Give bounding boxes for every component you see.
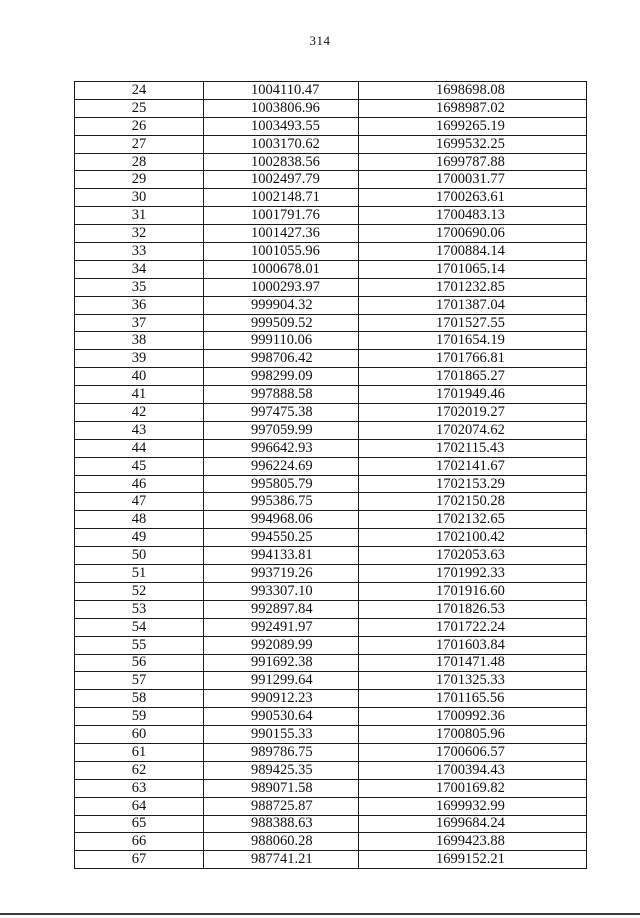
table-row xyxy=(75,797,587,815)
y-coordinate-cell: 1701654.19 xyxy=(359,332,587,350)
x-coordinate-cell: 996224.69 xyxy=(204,457,359,475)
point-number-cell: 65 xyxy=(75,815,204,833)
table-row xyxy=(75,260,587,278)
x-coordinate-cell: 990912.23 xyxy=(204,690,359,708)
x-coordinate-cell: 993719.26 xyxy=(204,565,359,583)
table-row xyxy=(75,314,587,332)
point-number-cell: 62 xyxy=(75,761,204,779)
coordinate-table-body xyxy=(75,82,587,869)
point-number-cell: 44 xyxy=(75,439,204,457)
page-bottom-edge xyxy=(0,913,640,915)
x-coordinate-cell: 1003170.62 xyxy=(204,135,359,153)
point-number-cell: 42 xyxy=(75,404,204,422)
table-row xyxy=(75,743,587,761)
table-row xyxy=(75,439,587,457)
x-coordinate-cell: 988060.28 xyxy=(204,833,359,851)
table-row xyxy=(75,296,587,314)
table-row xyxy=(75,278,587,296)
y-coordinate-cell: 1700263.61 xyxy=(359,189,587,207)
table-row xyxy=(75,457,587,475)
point-number-cell: 53 xyxy=(75,600,204,618)
point-number-cell: 31 xyxy=(75,207,204,225)
point-number-cell: 43 xyxy=(75,421,204,439)
y-coordinate-cell: 1699932.99 xyxy=(359,797,587,815)
y-coordinate-cell: 1701949.46 xyxy=(359,386,587,404)
y-coordinate-cell: 1702053.63 xyxy=(359,547,587,565)
table-row xyxy=(75,511,587,529)
x-coordinate-cell: 999509.52 xyxy=(204,314,359,332)
table-row xyxy=(75,135,587,153)
x-coordinate-cell: 991299.64 xyxy=(204,672,359,690)
point-number-cell: 46 xyxy=(75,475,204,493)
point-number-cell: 28 xyxy=(75,153,204,171)
y-coordinate-cell: 1700394.43 xyxy=(359,761,587,779)
table-row xyxy=(75,421,587,439)
y-coordinate-cell: 1702074.62 xyxy=(359,421,587,439)
y-coordinate-cell: 1701232.85 xyxy=(359,278,587,296)
y-coordinate-cell: 1699532.25 xyxy=(359,135,587,153)
table-row xyxy=(75,761,587,779)
y-coordinate-cell: 1702150.28 xyxy=(359,493,587,511)
x-coordinate-cell: 992897.84 xyxy=(204,600,359,618)
x-coordinate-cell: 1002497.79 xyxy=(204,171,359,189)
y-coordinate-cell: 1700031.77 xyxy=(359,171,587,189)
x-coordinate-cell: 995805.79 xyxy=(204,475,359,493)
y-coordinate-cell: 1699684.24 xyxy=(359,815,587,833)
x-coordinate-cell: 1001427.36 xyxy=(204,225,359,243)
point-number-cell: 35 xyxy=(75,278,204,296)
point-number-cell: 66 xyxy=(75,833,204,851)
y-coordinate-cell: 1701992.33 xyxy=(359,565,587,583)
x-coordinate-cell: 990155.33 xyxy=(204,726,359,744)
y-coordinate-cell: 1698698.08 xyxy=(359,82,587,100)
y-coordinate-cell: 1700169.82 xyxy=(359,779,587,797)
point-number-cell: 29 xyxy=(75,171,204,189)
table-row xyxy=(75,654,587,672)
table-row xyxy=(75,117,587,135)
x-coordinate-cell: 999904.32 xyxy=(204,296,359,314)
x-coordinate-cell: 1002148.71 xyxy=(204,189,359,207)
table-row xyxy=(75,404,587,422)
point-number-cell: 47 xyxy=(75,493,204,511)
y-coordinate-cell: 1701722.24 xyxy=(359,618,587,636)
y-coordinate-cell: 1701603.84 xyxy=(359,636,587,654)
point-number-cell: 39 xyxy=(75,350,204,368)
y-coordinate-cell: 1699423.88 xyxy=(359,833,587,851)
point-number-cell: 36 xyxy=(75,296,204,314)
x-coordinate-cell: 994968.06 xyxy=(204,511,359,529)
y-coordinate-cell: 1701387.04 xyxy=(359,296,587,314)
point-number-cell: 38 xyxy=(75,332,204,350)
table-row xyxy=(75,833,587,851)
y-coordinate-cell: 1701325.33 xyxy=(359,672,587,690)
y-coordinate-cell: 1702141.67 xyxy=(359,457,587,475)
coordinate-table xyxy=(74,81,587,869)
point-number-cell: 63 xyxy=(75,779,204,797)
y-coordinate-cell: 1702115.43 xyxy=(359,439,587,457)
x-coordinate-cell: 997059.99 xyxy=(204,421,359,439)
point-number-cell: 67 xyxy=(75,851,204,869)
table-row xyxy=(75,815,587,833)
x-coordinate-cell: 1002838.56 xyxy=(204,153,359,171)
point-number-cell: 56 xyxy=(75,654,204,672)
x-coordinate-cell: 1001055.96 xyxy=(204,243,359,261)
x-coordinate-cell: 998299.09 xyxy=(204,368,359,386)
table-row xyxy=(75,207,587,225)
point-number-cell: 55 xyxy=(75,636,204,654)
table-row xyxy=(75,99,587,117)
y-coordinate-cell: 1702019.27 xyxy=(359,404,587,422)
y-coordinate-cell: 1700483.13 xyxy=(359,207,587,225)
point-number-cell: 32 xyxy=(75,225,204,243)
point-number-cell: 59 xyxy=(75,708,204,726)
point-number-cell: 41 xyxy=(75,386,204,404)
point-number-cell: 58 xyxy=(75,690,204,708)
table-row xyxy=(75,726,587,744)
table-row xyxy=(75,600,587,618)
x-coordinate-cell: 989786.75 xyxy=(204,743,359,761)
table-row xyxy=(75,779,587,797)
y-coordinate-cell: 1700805.96 xyxy=(359,726,587,744)
x-coordinate-cell: 995386.75 xyxy=(204,493,359,511)
point-number-cell: 61 xyxy=(75,743,204,761)
y-coordinate-cell: 1701065.14 xyxy=(359,260,587,278)
x-coordinate-cell: 997475.38 xyxy=(204,404,359,422)
x-coordinate-cell: 1003493.55 xyxy=(204,117,359,135)
table-row xyxy=(75,618,587,636)
x-coordinate-cell: 1000293.97 xyxy=(204,278,359,296)
table-row xyxy=(75,243,587,261)
y-coordinate-cell: 1702132.65 xyxy=(359,511,587,529)
x-coordinate-cell: 1003806.96 xyxy=(204,99,359,117)
y-coordinate-cell: 1700884.14 xyxy=(359,243,587,261)
table-row xyxy=(75,672,587,690)
point-number-cell: 50 xyxy=(75,547,204,565)
y-coordinate-cell: 1701766.81 xyxy=(359,350,587,368)
y-coordinate-cell: 1699152.21 xyxy=(359,851,587,869)
y-coordinate-cell: 1702153.29 xyxy=(359,475,587,493)
x-coordinate-cell: 993307.10 xyxy=(204,582,359,600)
y-coordinate-cell: 1701471.48 xyxy=(359,654,587,672)
x-coordinate-cell: 1001791.76 xyxy=(204,207,359,225)
y-coordinate-cell: 1700606.57 xyxy=(359,743,587,761)
table-row xyxy=(75,493,587,511)
y-coordinate-cell: 1701165.56 xyxy=(359,690,587,708)
x-coordinate-cell: 992089.99 xyxy=(204,636,359,654)
table-row xyxy=(75,565,587,583)
point-number-cell: 60 xyxy=(75,726,204,744)
point-number-cell: 25 xyxy=(75,99,204,117)
y-coordinate-cell: 1701865.27 xyxy=(359,368,587,386)
point-number-cell: 51 xyxy=(75,565,204,583)
x-coordinate-cell: 994550.25 xyxy=(204,529,359,547)
y-coordinate-cell: 1702100.42 xyxy=(359,529,587,547)
point-number-cell: 26 xyxy=(75,117,204,135)
x-coordinate-cell: 1004110.47 xyxy=(204,82,359,100)
point-number-cell: 54 xyxy=(75,618,204,636)
y-coordinate-cell: 1700992.36 xyxy=(359,708,587,726)
x-coordinate-cell: 1000678.01 xyxy=(204,260,359,278)
table-row xyxy=(75,529,587,547)
point-number-cell: 37 xyxy=(75,314,204,332)
y-coordinate-cell: 1700690.06 xyxy=(359,225,587,243)
point-number-cell: 33 xyxy=(75,243,204,261)
x-coordinate-cell: 999110.06 xyxy=(204,332,359,350)
table-row xyxy=(75,386,587,404)
y-coordinate-cell: 1699265.19 xyxy=(359,117,587,135)
table-row xyxy=(75,708,587,726)
x-coordinate-cell: 994133.81 xyxy=(204,547,359,565)
x-coordinate-cell: 991692.38 xyxy=(204,654,359,672)
x-coordinate-cell: 997888.58 xyxy=(204,386,359,404)
point-number-cell: 27 xyxy=(75,135,204,153)
table-row xyxy=(75,851,587,869)
x-coordinate-cell: 988725.87 xyxy=(204,797,359,815)
table-row xyxy=(75,332,587,350)
point-number-cell: 45 xyxy=(75,457,204,475)
y-coordinate-cell: 1701527.55 xyxy=(359,314,587,332)
page-number: 314 xyxy=(309,33,331,48)
table-row xyxy=(75,547,587,565)
table-row xyxy=(75,475,587,493)
point-number-cell: 48 xyxy=(75,511,204,529)
x-coordinate-cell: 989425.35 xyxy=(204,761,359,779)
point-number-cell: 40 xyxy=(75,368,204,386)
table-row xyxy=(75,350,587,368)
table-row xyxy=(75,368,587,386)
x-coordinate-cell: 998706.42 xyxy=(204,350,359,368)
point-number-cell: 52 xyxy=(75,582,204,600)
table-row xyxy=(75,82,587,100)
x-coordinate-cell: 992491.97 xyxy=(204,618,359,636)
point-number-cell: 64 xyxy=(75,797,204,815)
x-coordinate-cell: 996642.93 xyxy=(204,439,359,457)
table-row xyxy=(75,582,587,600)
point-number-cell: 57 xyxy=(75,672,204,690)
x-coordinate-cell: 988388.63 xyxy=(204,815,359,833)
point-number-cell: 30 xyxy=(75,189,204,207)
point-number-cell: 24 xyxy=(75,82,204,100)
table-row xyxy=(75,690,587,708)
y-coordinate-cell: 1699787.88 xyxy=(359,153,587,171)
y-coordinate-cell: 1701916.60 xyxy=(359,582,587,600)
x-coordinate-cell: 989071.58 xyxy=(204,779,359,797)
table-row xyxy=(75,225,587,243)
point-number-cell: 34 xyxy=(75,260,204,278)
x-coordinate-cell: 990530.64 xyxy=(204,708,359,726)
y-coordinate-cell: 1698987.02 xyxy=(359,99,587,117)
table-row xyxy=(75,171,587,189)
y-coordinate-cell: 1701826.53 xyxy=(359,600,587,618)
table-row xyxy=(75,153,587,171)
table-row xyxy=(75,636,587,654)
point-number-cell: 49 xyxy=(75,529,204,547)
table-row xyxy=(75,189,587,207)
x-coordinate-cell: 987741.21 xyxy=(204,851,359,869)
